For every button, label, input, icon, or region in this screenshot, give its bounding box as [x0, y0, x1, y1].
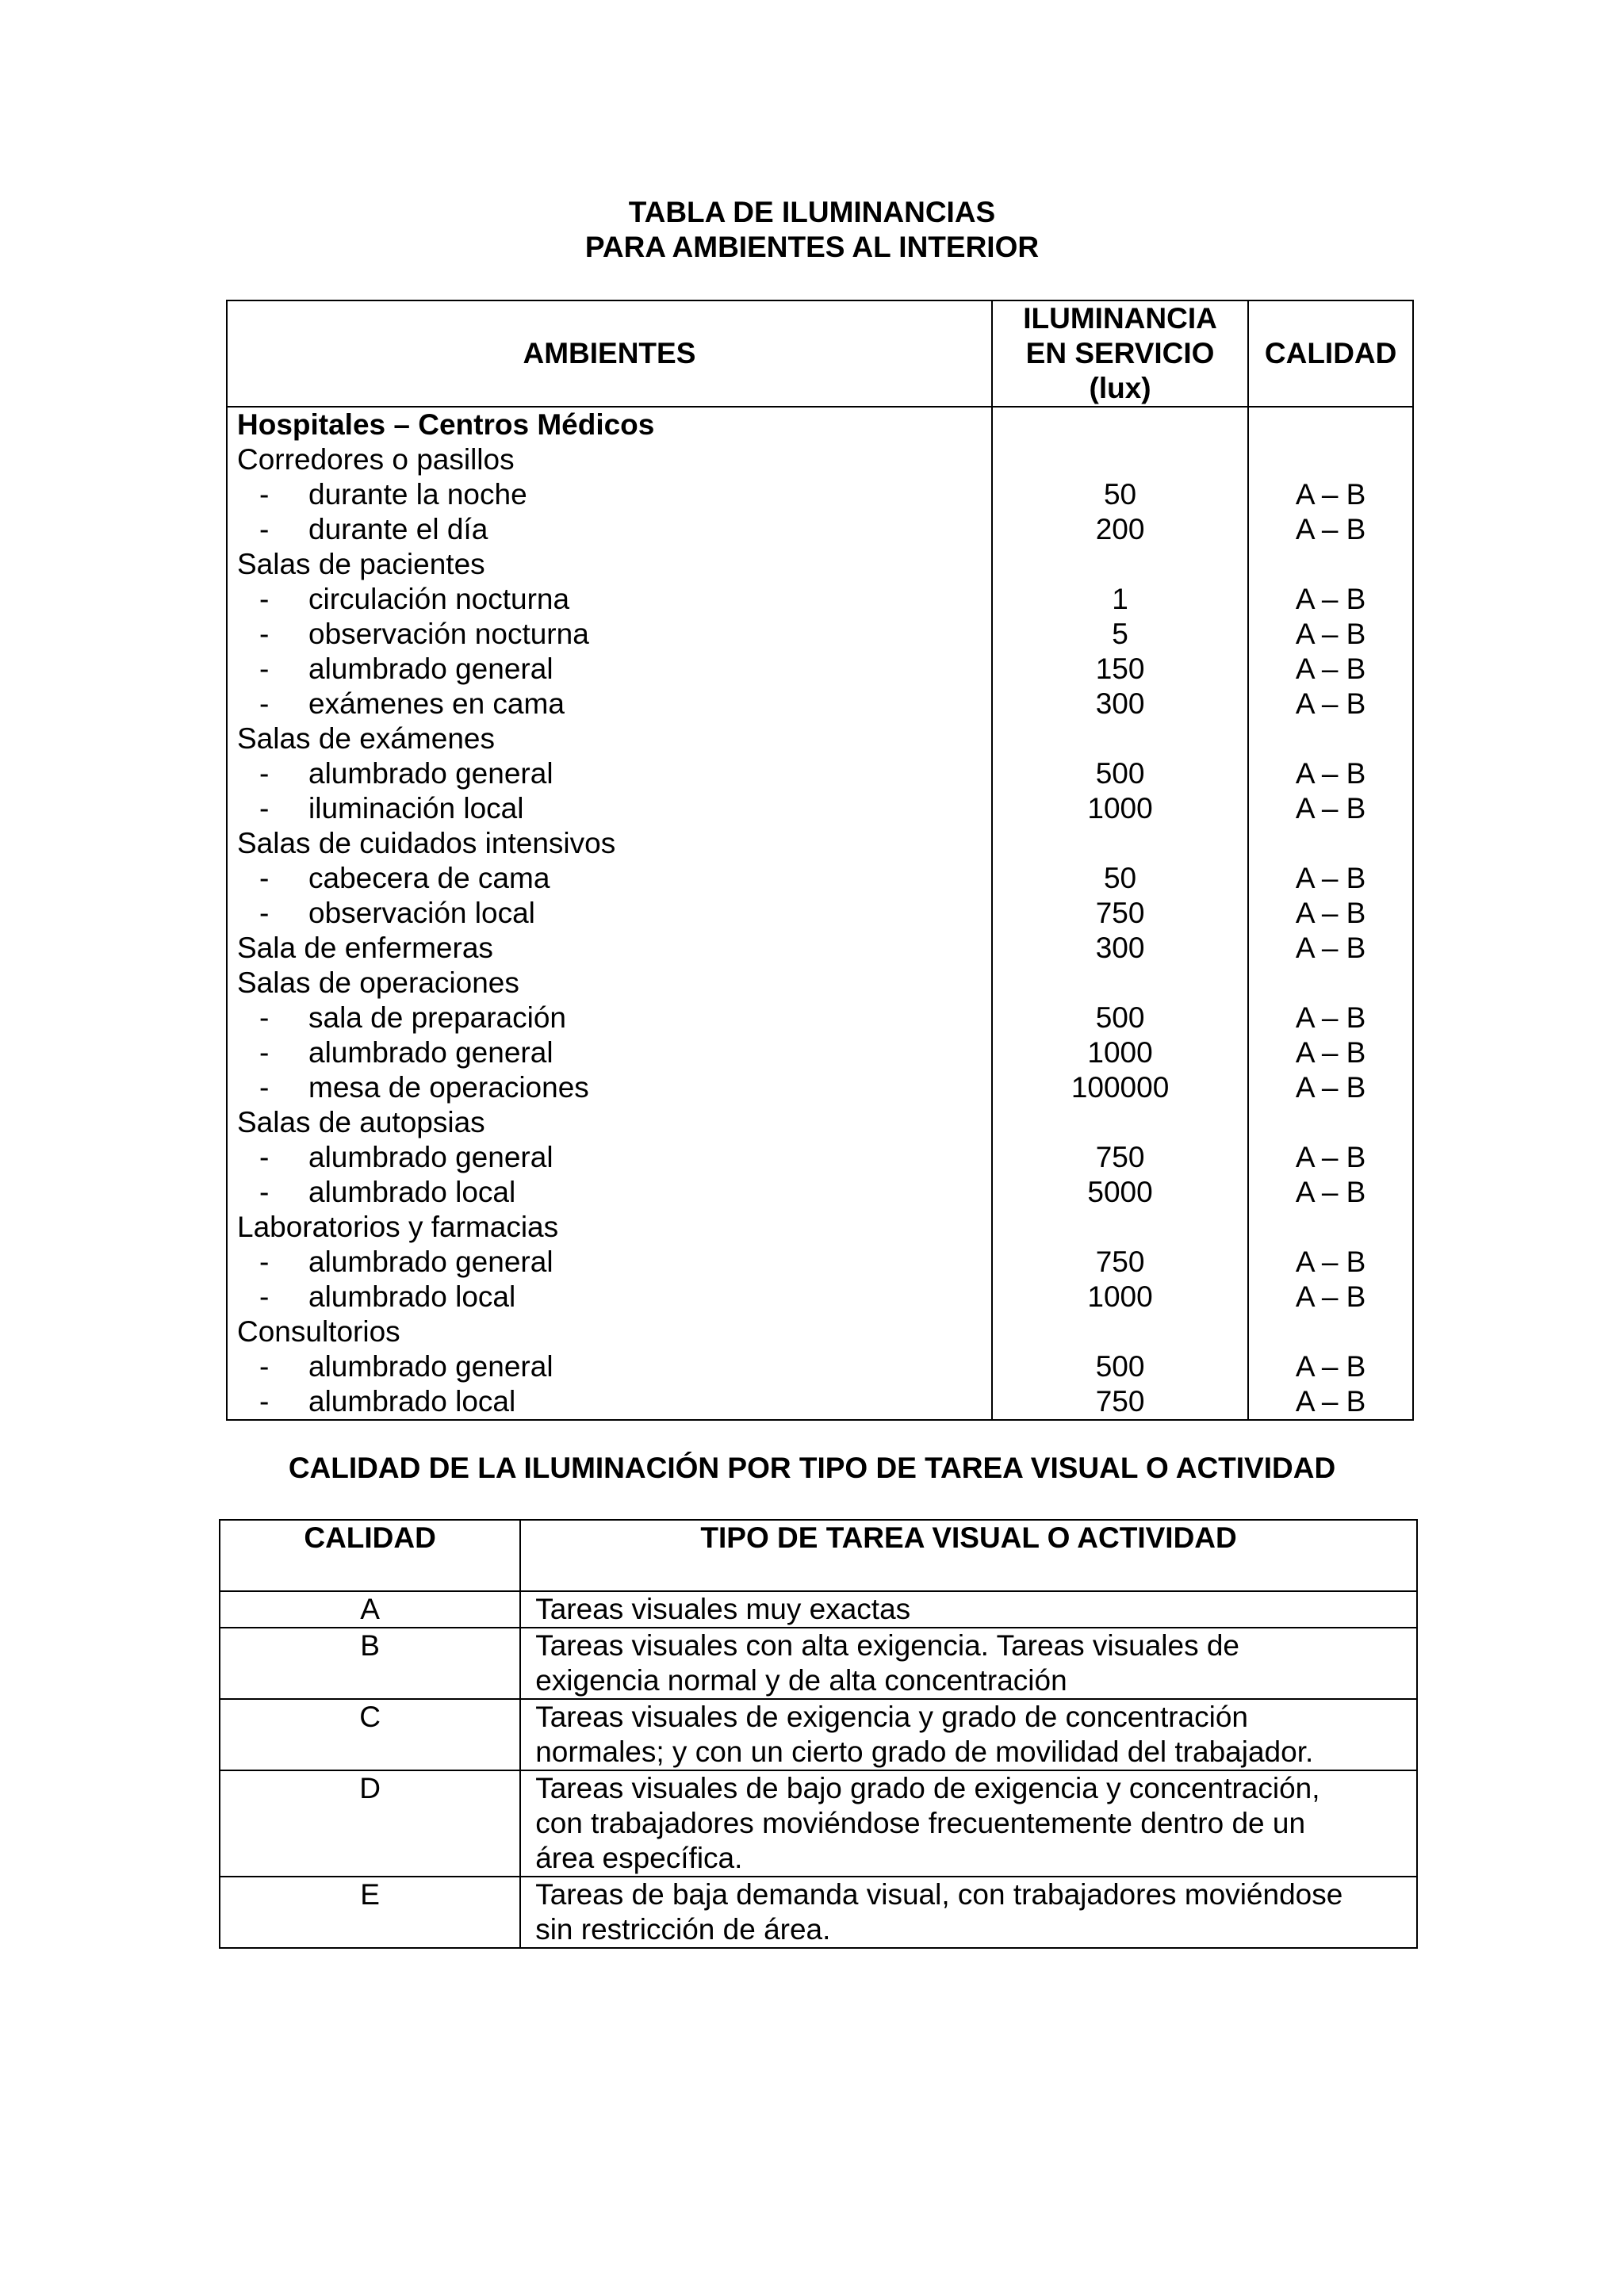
list-dash: - — [259, 1350, 270, 1383]
quality-description — [520, 1877, 1417, 1948]
description-line: normales; y con un cierto grado de movilidad del trabajador. — [535, 1735, 1314, 1768]
header-ambientes: AMBIENTES — [227, 300, 992, 407]
calidad-value: A – B — [1295, 652, 1366, 685]
ambiente-label: circulación nocturna — [308, 583, 570, 615]
lux-value — [993, 966, 1247, 1001]
lux-value: 300 — [1095, 932, 1145, 964]
description-line: área específica. — [535, 1842, 743, 1874]
ambiente-group: Salas de autopsias — [237, 1106, 485, 1138]
calidad-value: A – B — [1295, 932, 1366, 964]
ambiente-label: alumbrado local — [308, 1385, 516, 1418]
lux-value: 1000 — [1087, 1280, 1153, 1313]
list-dash: - — [259, 618, 270, 650]
ambiente-label: alumbrado local — [308, 1176, 516, 1208]
quality-row — [220, 1699, 1417, 1770]
lux-value — [993, 547, 1247, 582]
calidad-value: A – B — [1295, 792, 1366, 825]
ambiente-subitem — [228, 1349, 991, 1384]
quality-description — [520, 1770, 1417, 1877]
header-iluminancia-line-3: (lux) — [1089, 372, 1151, 404]
lux-column — [992, 407, 1248, 1420]
lux-value: 5 — [1112, 618, 1128, 650]
quality-table — [219, 1519, 1418, 1949]
lux-value: 1 — [1112, 583, 1128, 615]
calidad-value: A – B — [1295, 1280, 1366, 1313]
list-dash: - — [259, 687, 270, 720]
description-line: Tareas visuales muy exactas — [535, 1593, 911, 1625]
ambiente-subitem — [228, 617, 991, 652]
ambiente-group: Consultorios — [237, 1315, 400, 1348]
calidad-value: A – B — [1295, 1036, 1366, 1069]
ambiente-label: iluminación local — [308, 792, 524, 825]
description-line: Tareas de baja demanda visual, con trabajadores moviéndose — [535, 1878, 1343, 1911]
quality-row — [220, 1628, 1417, 1699]
ambiente-label: alumbrado general — [308, 1141, 553, 1173]
calidad-value — [1249, 1210, 1412, 1245]
quality-letter: E — [220, 1877, 520, 1948]
calidad-value: A – B — [1295, 478, 1366, 511]
ambiente-group: Salas de cuidados intensivos — [237, 827, 616, 859]
ambiente-label: alumbrado local — [308, 1280, 516, 1313]
ambiente-subitem — [228, 861, 991, 896]
ambiente-label: alumbrado general — [308, 1036, 553, 1069]
calidad-value: A – B — [1295, 1001, 1366, 1034]
description-line: Tareas visuales con alta exigencia. Tareas visuales de — [535, 1629, 1240, 1662]
calidad-value: A – B — [1295, 1385, 1366, 1418]
ambiente-group: Salas de exámenes — [237, 722, 495, 755]
lux-value: 50 — [1103, 862, 1137, 894]
ambiente-subitem — [228, 791, 991, 826]
lux-value: 1000 — [1087, 1036, 1153, 1069]
list-dash: - — [259, 1176, 270, 1208]
list-dash: - — [259, 652, 270, 685]
quality-letter: B — [220, 1628, 520, 1699]
quality-header-row — [220, 1520, 1417, 1591]
table-header-row — [227, 300, 1413, 407]
quality-table-title: CALIDAD DE LA ILUMINACIÓN POR TIPO DE TAREA VISUAL O ACTIVIDAD — [288, 1452, 1336, 1484]
lux-value: 5000 — [1087, 1176, 1153, 1208]
list-dash: - — [259, 792, 270, 825]
list-dash: - — [259, 1071, 270, 1104]
calidad-value — [1249, 1105, 1412, 1140]
list-dash: - — [259, 583, 270, 615]
ambiente-label: observación local — [308, 897, 535, 929]
quality-letter: C — [220, 1699, 520, 1770]
calidad-value — [1249, 1314, 1412, 1349]
quality-letter: A — [220, 1591, 520, 1628]
lux-value: 750 — [1095, 1246, 1145, 1278]
calidad-value — [1249, 826, 1412, 861]
header-iluminancia-line-1: ILUMINANCIA — [1023, 302, 1217, 335]
list-dash: - — [259, 1246, 270, 1278]
ambiente-subitem — [228, 477, 991, 512]
calidad-value — [1249, 721, 1412, 756]
description-line: con trabajadores moviéndose frecuentemente dentro de un — [535, 1807, 1306, 1839]
ambiente-subitem — [228, 687, 991, 721]
list-dash: - — [259, 862, 270, 894]
lux-value: 750 — [1095, 897, 1145, 929]
ambiente-label: sala de preparación — [308, 1001, 566, 1034]
calidad-value: A – B — [1295, 513, 1366, 545]
ambiente-label: observación nocturna — [308, 618, 589, 650]
description-line: exigencia normal y de alta concentración — [535, 1664, 1067, 1697]
lux-value — [993, 442, 1247, 477]
ambiente-group: Sala de enfermeras — [237, 932, 493, 964]
ambiente-subitem — [228, 1001, 991, 1035]
calidad-value — [1249, 966, 1412, 1001]
ambiente-category-heading: Hospitales – Centros Médicos — [237, 408, 655, 441]
lux-value: 500 — [1095, 1001, 1145, 1034]
calidad-value: A – B — [1295, 1350, 1366, 1383]
ambiente-label: exámenes en cama — [308, 687, 565, 720]
ambiente-group: Laboratorios y farmacias — [237, 1211, 559, 1243]
calidad-value: A – B — [1295, 1141, 1366, 1173]
calidad-value: A – B — [1295, 897, 1366, 929]
lux-value: 500 — [1095, 757, 1145, 790]
ambiente-label: alumbrado general — [308, 757, 553, 790]
header-iluminancia-line-2: EN SERVICIO — [1025, 337, 1215, 369]
ambiente-subitem — [228, 1384, 991, 1419]
list-dash: - — [259, 1001, 270, 1034]
lux-value: 100000 — [1071, 1071, 1170, 1104]
calidad-value: A – B — [1295, 583, 1366, 615]
ambiente-group: Salas de pacientes — [237, 548, 485, 580]
calidad-value: A – B — [1295, 862, 1366, 894]
list-dash: - — [259, 1385, 270, 1418]
ambiente-subitem — [228, 512, 991, 547]
calidad-value: A – B — [1295, 1071, 1366, 1104]
ambiente-subitem — [228, 1140, 991, 1175]
lux-value — [993, 408, 1247, 442]
description-line: Tareas visuales de bajo grado de exigencia y concentración, — [535, 1772, 1320, 1804]
calidad-value: A – B — [1295, 757, 1366, 790]
ambiente-subitem — [228, 1175, 991, 1210]
lux-value: 200 — [1095, 513, 1145, 545]
calidad-column — [1248, 407, 1413, 1420]
list-dash: - — [259, 1036, 270, 1069]
ambiente-subitem — [228, 756, 991, 791]
ambiente-label: durante el día — [308, 513, 488, 545]
lux-value — [993, 1210, 1247, 1245]
table-body-row — [227, 407, 1413, 1420]
calidad-value — [1249, 408, 1412, 442]
lux-value — [993, 721, 1247, 756]
calidad-value — [1249, 547, 1412, 582]
header-calidad: CALIDAD — [1248, 300, 1413, 407]
list-dash: - — [259, 1280, 270, 1313]
ambiente-label: alumbrado general — [308, 1246, 553, 1278]
quality-row — [220, 1877, 1417, 1948]
ambiente-group: Corredores o pasillos — [237, 443, 515, 476]
lux-value: 150 — [1095, 652, 1145, 685]
lux-value: 300 — [1095, 687, 1145, 720]
ambiente-subitem — [228, 1280, 991, 1314]
ambiente-subitem — [228, 1245, 991, 1280]
ambiente-subitem — [228, 652, 991, 687]
header-calidad-2: CALIDAD — [220, 1520, 520, 1591]
ambiente-subitem — [228, 1070, 991, 1105]
lux-value: 1000 — [1087, 792, 1153, 825]
calidad-value — [1249, 442, 1412, 477]
ambiente-group: Salas de operaciones — [237, 966, 519, 999]
ambiente-label: durante la noche — [308, 478, 527, 511]
ambiente-label: mesa de operaciones — [308, 1071, 589, 1104]
table-title-line-1: TABLA DE ILUMINANCIAS — [628, 196, 996, 228]
calidad-value: A – B — [1295, 687, 1366, 720]
quality-letter: D — [220, 1770, 520, 1877]
list-dash: - — [259, 897, 270, 929]
quality-row — [220, 1770, 1417, 1877]
lux-value — [993, 826, 1247, 861]
calidad-value: A – B — [1295, 1246, 1366, 1278]
table-title-line-2: PARA AMBIENTES AL INTERIOR — [584, 231, 1040, 263]
ambientes-column — [227, 407, 992, 1420]
lux-value: 50 — [1103, 478, 1137, 511]
list-dash: - — [259, 1141, 270, 1173]
header-tipo-tarea: TIPO DE TAREA VISUAL O ACTIVIDAD — [520, 1520, 1417, 1591]
ambiente-label: alumbrado general — [308, 1350, 553, 1383]
list-dash: - — [259, 757, 270, 790]
lux-value: 750 — [1095, 1385, 1145, 1418]
ambiente-label: alumbrado general — [308, 652, 553, 685]
lux-value — [993, 1105, 1247, 1140]
lux-value: 750 — [1095, 1141, 1145, 1173]
ambiente-subitem — [228, 582, 991, 617]
description-line: Tareas visuales de exigencia y grado de concentración — [535, 1701, 1249, 1733]
ambiente-subitem — [228, 896, 991, 931]
description-line: sin restricción de área. — [535, 1913, 831, 1946]
header-iluminancia — [992, 300, 1248, 407]
ambiente-label: cabecera de cama — [308, 862, 550, 894]
quality-description — [520, 1628, 1417, 1699]
quality-description — [520, 1699, 1417, 1770]
quality-row — [220, 1591, 1417, 1628]
lux-value: 500 — [1095, 1350, 1145, 1383]
calidad-value: A – B — [1295, 1176, 1366, 1208]
ambiente-subitem — [228, 1035, 991, 1070]
calidad-value: A – B — [1295, 618, 1366, 650]
quality-description — [520, 1591, 1417, 1628]
illuminance-table — [226, 300, 1414, 1421]
lux-value — [993, 1314, 1247, 1349]
list-dash: - — [259, 513, 270, 545]
list-dash: - — [259, 478, 270, 511]
